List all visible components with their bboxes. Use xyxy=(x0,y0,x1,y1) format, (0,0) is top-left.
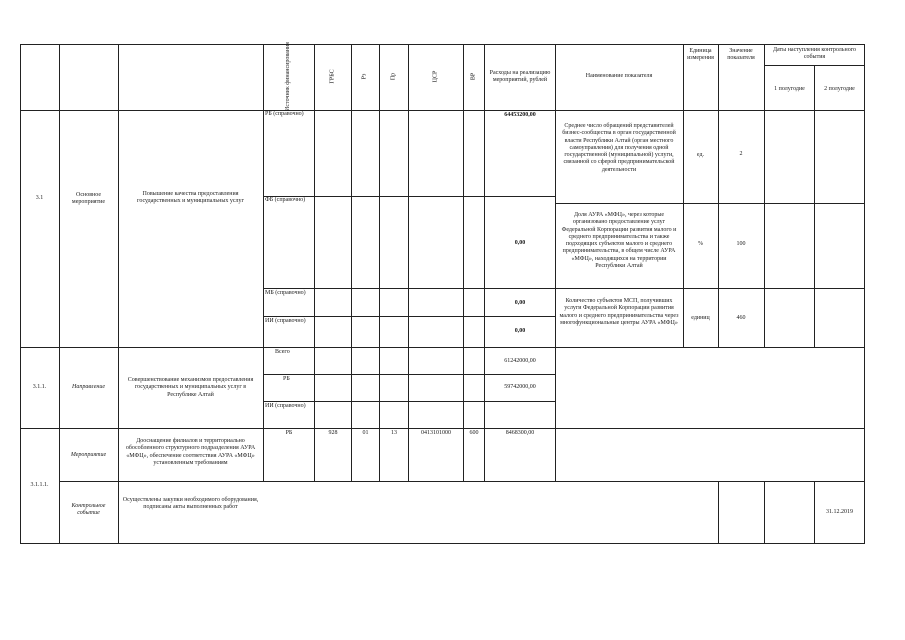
row2-amount-all: 61242000,00 xyxy=(504,358,536,364)
row1-src-rb: РБ (справочно) xyxy=(265,111,304,117)
row1-type: Основное мероприятие xyxy=(71,192,106,206)
row1-src-mb: МБ (справочно) xyxy=(265,290,306,296)
header-half2: 2 полугодие xyxy=(824,86,855,92)
col-line-7 xyxy=(408,44,409,482)
row1-value-1: 2 xyxy=(739,151,743,157)
row4-type: Контрольное событие xyxy=(71,503,106,517)
col-border-right xyxy=(864,44,865,544)
row3-vr: 600 xyxy=(469,430,479,436)
row2-name: Совершенствование механизмов предоставления государственных и муниципальных услуг в Республике Алтай xyxy=(127,377,254,398)
col-line-8 xyxy=(463,44,464,482)
row2-type: Направление xyxy=(71,384,105,390)
col-line-13 xyxy=(764,44,765,348)
row3-pr: 13 xyxy=(391,430,397,436)
row3-amount: 8468300,00 xyxy=(505,430,535,436)
row1-ii-line xyxy=(263,316,555,317)
header-expenses: Расходы на реализацию мероприятий, рублей xyxy=(489,70,551,84)
header-value: Значение показателя xyxy=(727,48,755,62)
col-line-3 xyxy=(263,44,264,482)
row1-unit-1: ед. xyxy=(696,152,705,158)
row3-grbs: 928 xyxy=(328,430,338,436)
header-dates: Даты наступления контрольного события xyxy=(772,47,857,61)
row1-number: 3.1 xyxy=(35,195,44,201)
col-line-14b xyxy=(814,481,815,544)
row1-unit-3: единиц xyxy=(691,315,710,321)
col-line-14 xyxy=(814,65,815,348)
row3-csr: 0413101000 xyxy=(421,430,451,436)
header-bottom-line xyxy=(20,110,865,111)
row1-unit-2: % xyxy=(698,241,703,247)
row4-name: Осуществлены закупки необходимого оборудования, подписаны акты выполненных работ xyxy=(122,497,259,511)
row2-bottom-line xyxy=(20,428,865,429)
row1-amount-rb: 64453200,00 xyxy=(504,112,536,118)
row2-rb-line xyxy=(263,374,555,375)
row3-src: РБ xyxy=(285,430,293,436)
row1-indicator-2: Доля АУРА «МФЦ», через которые организовано предоставление услуг Федеральной Корпорации развития малого и среднего предпринимательства и также подходящих субъектов малого и среднего предпринимательства, в общем числе АУРА «МФЦ», находящихся на территории Республики Алтай xyxy=(561,212,677,270)
col-line-12 xyxy=(718,44,719,348)
row3-rz: 01 xyxy=(362,430,369,436)
row4-date: 31.12.2019 xyxy=(826,509,853,515)
row1-mb-line xyxy=(263,288,865,289)
row2-number: 3.1.1. xyxy=(32,384,47,390)
row2-src-all: Всего xyxy=(275,349,290,355)
row1-indicator-1: Среднее число обращений представителей бизнес-сообщества в орган государственной власти Республики Алтай (орган местного самоуправления) для получения одной государственной (муниципальной) услуги, связанной со сферой предпринимательской деятельности xyxy=(562,123,676,173)
col-border-left xyxy=(20,44,21,544)
header-indicator: Наименование показателя xyxy=(585,73,653,79)
header-half1: 1 полугодие xyxy=(774,86,805,92)
row1-src-fb: ФБ (справочно) xyxy=(265,197,306,203)
row1-amount-ii: 0,00 xyxy=(514,328,526,334)
row2-ii-line xyxy=(263,401,555,402)
header-unit: Единица измерения xyxy=(687,48,714,62)
row3-name: Дооснащение филиалов и территориально обособленного структурного подразделения АУРА «МФЦ», обеспечение соответствия АУРА «МФЦ» установленным требованиям xyxy=(125,438,256,466)
table-border-bottom xyxy=(20,543,865,544)
row1-src-ii: ИИ (справочно) xyxy=(265,318,306,324)
col-line-5 xyxy=(351,44,352,482)
col-line-11b xyxy=(718,481,719,544)
row1-name: Повышение качества предоставления государственных и муниципальных услуг xyxy=(137,191,244,205)
row1-value-2: 100 xyxy=(736,241,746,247)
col-line-4 xyxy=(314,44,315,482)
row3-number: 3.1.1.1. xyxy=(30,482,49,488)
row3-type: Мероприятие xyxy=(70,452,107,458)
col-line-9 xyxy=(484,44,485,482)
row1-value-3: 460 xyxy=(736,315,746,321)
row2-amount-rb: 59742000,00 xyxy=(504,384,536,390)
col-line-10 xyxy=(555,44,556,482)
header-vr: ВР xyxy=(470,72,477,81)
col-line-2 xyxy=(118,44,119,544)
col-line-6 xyxy=(379,44,380,482)
row1-amount-fb: 0,00 xyxy=(514,240,526,246)
header-pr: Пр xyxy=(390,72,397,81)
row1-amount-mb: 0,00 xyxy=(514,300,526,306)
row2-src-rb: РБ xyxy=(283,376,290,382)
col-line-13b xyxy=(764,481,765,544)
header-funding-source: Источник финансирования xyxy=(285,42,291,111)
row1-indicator-3: Количество субъектов МСП, получивших услуги Федеральной Корпорации развития малого и среднего предпринимательства через многофункциональные центры АУРА «МФЦ» xyxy=(559,298,679,326)
header-grbs: ГРБС xyxy=(329,69,336,84)
row1-ind1-bottom xyxy=(555,203,865,204)
row2-src-ii: ИИ (справочно) xyxy=(265,403,306,409)
header-csr: ЦСР xyxy=(432,70,439,83)
row1-bottom-line xyxy=(20,347,865,348)
row3-bottom-line xyxy=(59,481,865,482)
col-line-11 xyxy=(683,44,684,348)
table-border-top xyxy=(20,44,865,45)
header-rz: Рз xyxy=(361,73,368,80)
col-line-1 xyxy=(59,44,60,544)
